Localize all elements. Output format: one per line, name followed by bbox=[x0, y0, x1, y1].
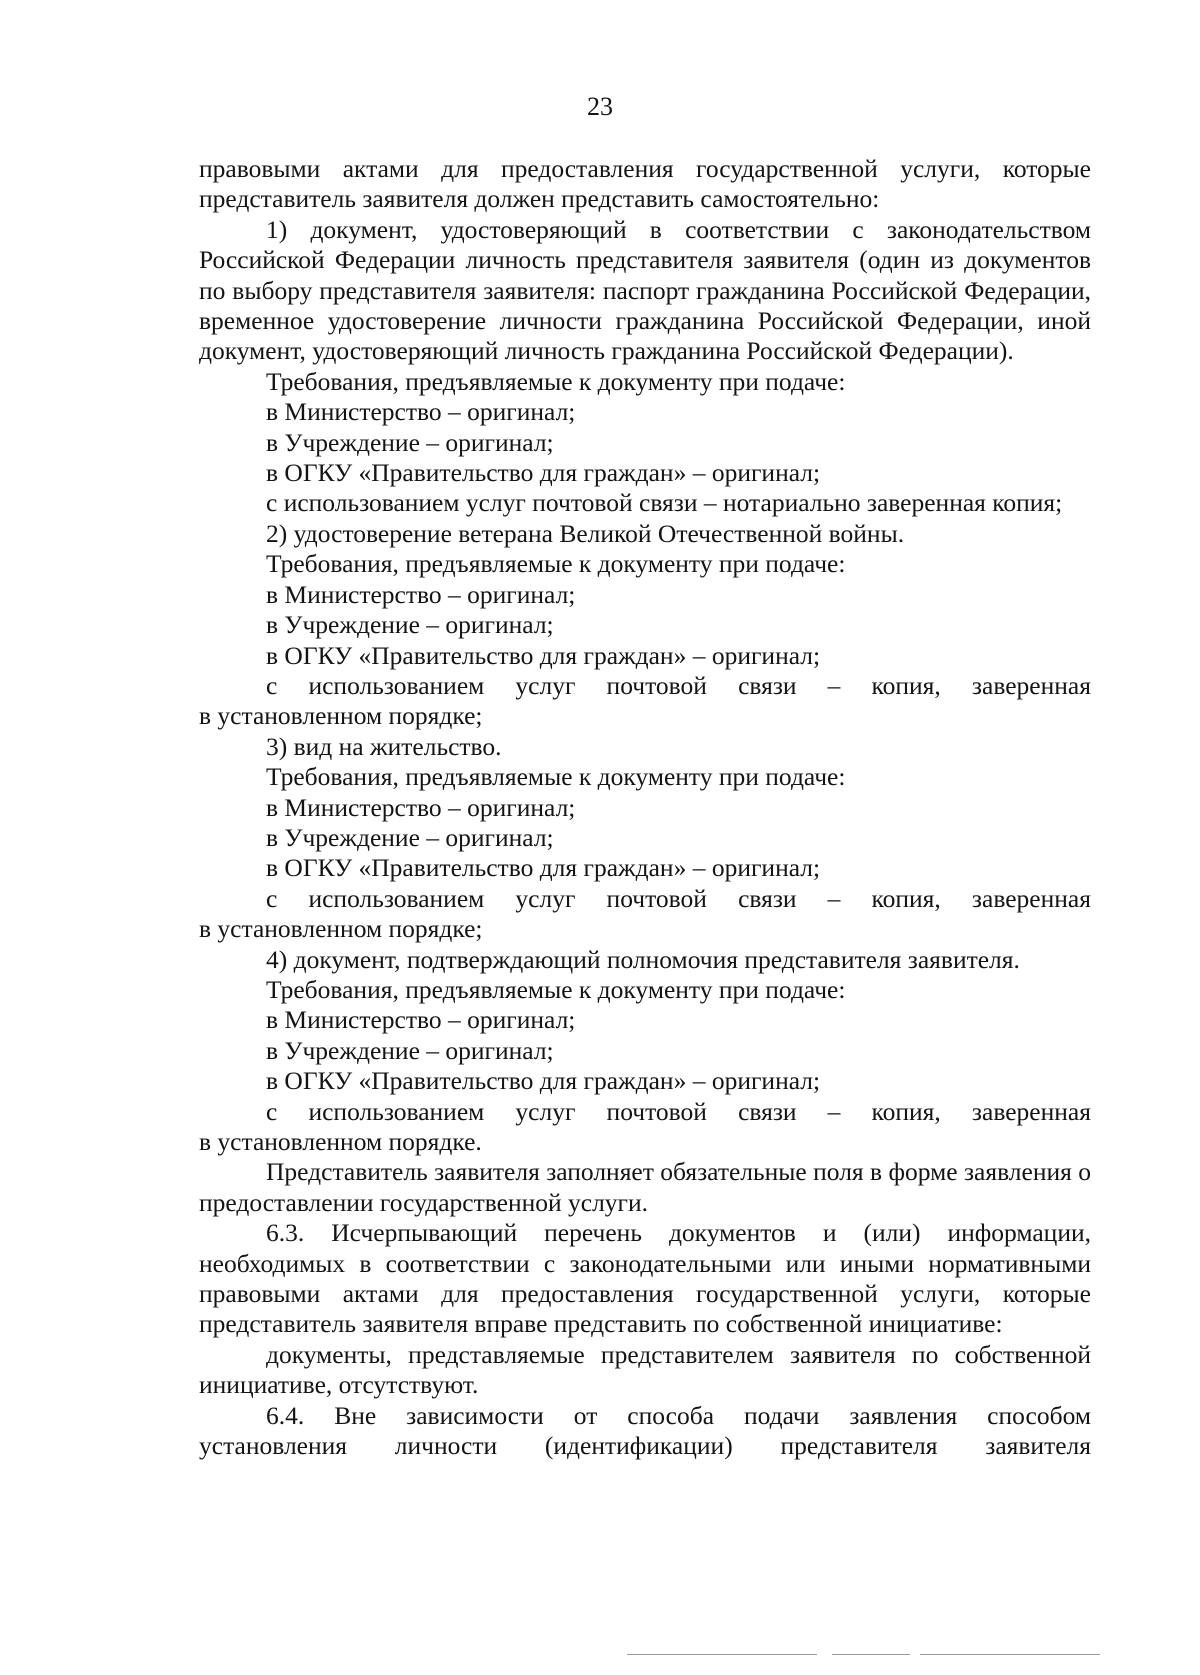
word: способа bbox=[627, 1400, 715, 1430]
word: подачи bbox=[743, 1400, 820, 1430]
word: с bbox=[266, 1096, 278, 1126]
word: услуг bbox=[515, 670, 576, 700]
word: Вне bbox=[334, 1400, 377, 1430]
paragraph-6-4-line-1 bbox=[199, 1401, 1091, 1431]
paragraph-6-3-documents: документы, представляемые представителем заявителя по собственной инициативе, отсутствуют. bbox=[199, 1339, 1091, 1400]
list-item-1-passport: 1) документ, удостоверяющий в соответствии с законодательством Российской Федерации личность представителя заявителя (один из документов по выбору представителя заявителя: паспорт гражданина Российской Федерации, временное удостоверение личности гражданина Российской Федерации, иной документ, удостоверяющий личность гражданина Российской Федерации). bbox=[199, 214, 1091, 366]
word: связи bbox=[738, 670, 797, 700]
list-item-3-residence-permit: 3) вид на жительство. bbox=[266, 731, 502, 761]
word: – bbox=[827, 670, 841, 700]
word: заявления bbox=[849, 1400, 958, 1430]
word: почтовой bbox=[606, 883, 707, 913]
word: использованием bbox=[308, 670, 485, 700]
requirement-ogku-2: в ОГКУ «Правительство для граждан» – оригинал; bbox=[266, 640, 821, 670]
requirement-institution-2: в Учреждение – оригинал; bbox=[266, 610, 554, 640]
word: копия, bbox=[871, 1096, 941, 1126]
requirement-post-3 bbox=[199, 884, 1091, 914]
page-number: 23 bbox=[587, 92, 613, 121]
word: использованием bbox=[308, 1096, 485, 1126]
word: с bbox=[266, 670, 278, 700]
requirements-heading-2: Требования, предъявляемые к документу при подаче: bbox=[266, 549, 846, 579]
list-item-2-veteran-id: 2) удостоверение ветерана Великой Отечественной войны. bbox=[266, 518, 905, 548]
word: заверенная bbox=[971, 670, 1091, 700]
document-body bbox=[199, 154, 1091, 1461]
requirement-post-2 bbox=[199, 671, 1091, 701]
requirement-ogku-3: в ОГКУ «Правительство для граждан» – оригинал; bbox=[266, 853, 821, 883]
word: почтовой bbox=[606, 670, 707, 700]
requirements-heading-4: Требования, предъявляемые к документу при подаче: bbox=[266, 974, 846, 1004]
requirement-post-2-end: в установленном порядке; bbox=[199, 701, 483, 731]
paragraph-6-4-line-2 bbox=[199, 1431, 1091, 1461]
requirement-institution-1: в Учреждение – оригинал; bbox=[266, 427, 554, 457]
word: (идентификации) bbox=[544, 1431, 733, 1461]
paragraph-6-3: 6.3. Исчерпывающий перечень документов и (или) информации, необходимых в соответствии с законодательными или иными нормативными правовыми актами для предоставления государственной услуги, которые представитель заявителя вправе представить по собственной инициативе: bbox=[199, 1218, 1091, 1339]
requirement-ogku-4: в ОГКУ «Правительство для граждан» – оригинал; bbox=[266, 1066, 821, 1096]
requirements-heading-1: Требования, предъявляемые к документу при подаче: bbox=[266, 366, 846, 396]
word: – bbox=[827, 1096, 841, 1126]
requirement-post-4 bbox=[199, 1097, 1091, 1127]
footer-scan-line bbox=[832, 1654, 910, 1655]
requirement-ministry-2: в Министерство – оригинал; bbox=[266, 579, 576, 609]
word: почтовой bbox=[606, 1096, 707, 1126]
word: с bbox=[266, 883, 278, 913]
word: заверенная bbox=[971, 1096, 1091, 1126]
paragraph-continuation: правовыми актами для предоставления государственной услуги, которые представитель заявителя должен представить самостоятельно: bbox=[199, 154, 1091, 214]
word: – bbox=[827, 883, 841, 913]
word: услуг bbox=[515, 1096, 576, 1126]
word: заверенная bbox=[971, 883, 1091, 913]
word: 6.4. bbox=[266, 1400, 305, 1430]
footer-scan-line bbox=[920, 1654, 1100, 1655]
requirement-ogku-1: в ОГКУ «Правительство для граждан» – оригинал; bbox=[266, 458, 821, 488]
requirement-institution-3: в Учреждение – оригинал; bbox=[266, 822, 554, 852]
word: использованием bbox=[308, 883, 485, 913]
requirement-post-1: с использованием услуг почтовой связи – нотариально заверенная копия; bbox=[266, 488, 1063, 518]
list-item-4-authority-document: 4) документ, подтверждающий полномочия представителя заявителя. bbox=[266, 944, 1020, 974]
requirement-institution-4: в Учреждение – оригинал; bbox=[266, 1035, 554, 1065]
word: услуг bbox=[515, 883, 576, 913]
word: связи bbox=[738, 1096, 797, 1126]
word: копия, bbox=[871, 883, 941, 913]
requirements-heading-3: Требования, предъявляемые к документу при подаче: bbox=[266, 762, 846, 792]
requirement-post-4-end: в установленном порядке. bbox=[199, 1127, 482, 1156]
footer-scan-line bbox=[627, 1654, 817, 1655]
requirement-ministry-4: в Министерство – оригинал; bbox=[266, 1005, 576, 1035]
word: копия, bbox=[871, 670, 941, 700]
requirement-post-3-end: в установленном порядке; bbox=[199, 914, 483, 944]
word: способом bbox=[987, 1400, 1091, 1430]
word: представителя bbox=[780, 1431, 938, 1461]
word: зависимости bbox=[406, 1400, 544, 1430]
word: связи bbox=[738, 883, 797, 913]
paragraph-form-fill: Представитель заявителя заполняет обязательные поля в форме заявления о предоставлении государственной услуги. bbox=[199, 1157, 1091, 1217]
requirement-ministry-3: в Министерство – оригинал; bbox=[266, 792, 576, 822]
word: от bbox=[573, 1400, 598, 1430]
requirement-ministry-1: в Министерство – оригинал; bbox=[266, 397, 576, 427]
word: заявителя bbox=[985, 1431, 1091, 1461]
word: установления bbox=[199, 1431, 348, 1461]
word: личности bbox=[394, 1431, 498, 1461]
